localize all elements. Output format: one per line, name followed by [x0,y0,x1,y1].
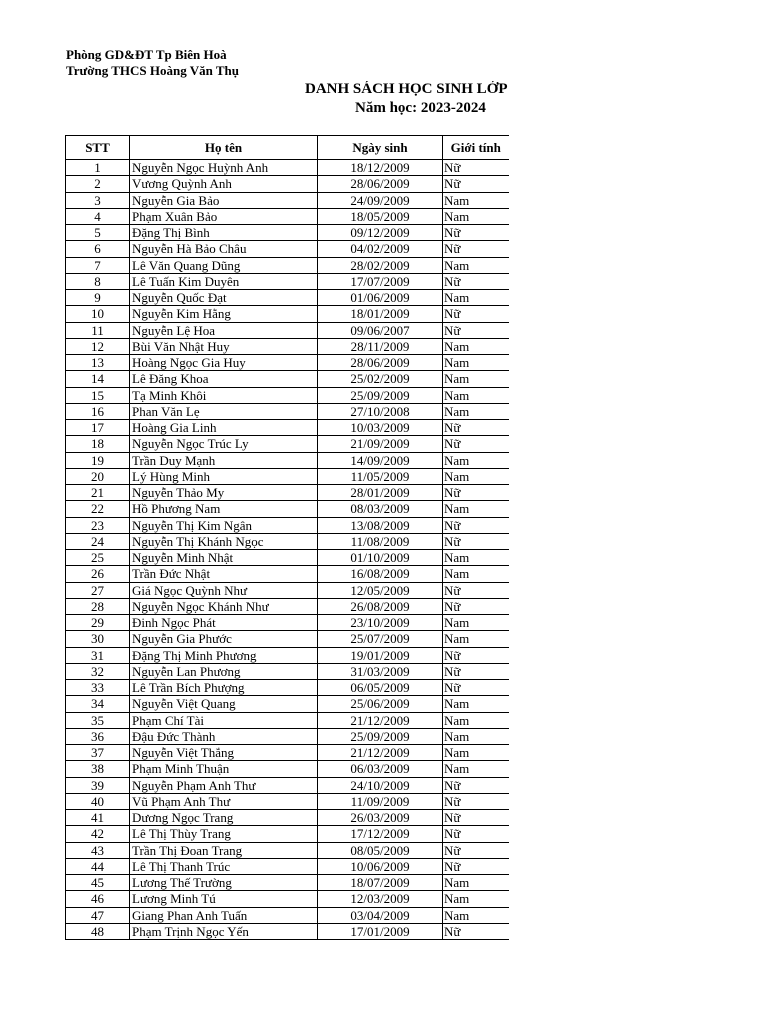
birth-date: 28/06/2009 [318,355,443,371]
row-number: 9 [66,290,130,306]
table-row [66,176,509,192]
birth-date: 21/09/2009 [318,436,443,452]
row-number: 29 [66,615,130,631]
student-name: Trần Duy Mạnh [130,452,318,468]
table-row [66,225,509,241]
birth-date: 21/12/2009 [318,745,443,761]
gender: Nam [443,371,509,387]
birth-date: 06/05/2009 [318,680,443,696]
birth-date: 08/05/2009 [318,842,443,858]
gender: Nam [443,403,509,419]
table-row [66,387,509,403]
student-name: Nguyễn Minh Nhật [130,550,318,566]
student-name: Lê Văn Quang Dũng [130,257,318,273]
row-number: 19 [66,452,130,468]
birth-date: 03/04/2009 [318,907,443,923]
row-number: 10 [66,306,130,322]
column-header-gender: Giới tính [443,136,509,160]
table-row [66,842,509,858]
row-number: 16 [66,403,130,419]
gender: Nữ [443,517,509,533]
student-name: Vương Quỳnh Anh [130,176,318,192]
birth-date: 18/07/2009 [318,875,443,891]
birth-date: 25/07/2009 [318,631,443,647]
gender: Nam [443,566,509,582]
gender: Nữ [443,663,509,679]
gender: Nữ [443,160,509,176]
gender: Nam [443,891,509,907]
student-name: Đinh Ngọc Phát [130,615,318,631]
student-name: Lương Thế Trường [130,875,318,891]
student-name: Lê Thị Thanh Trúc [130,858,318,874]
table-row [66,273,509,289]
row-number: 20 [66,468,130,484]
row-number: 38 [66,761,130,777]
student-name: Nguyễn Ngọc Trúc Ly [130,436,318,452]
student-name: Phạm Chí Tài [130,712,318,728]
birth-date: 18/05/2009 [318,208,443,224]
row-number: 18 [66,436,130,452]
row-number: 36 [66,728,130,744]
table-row [66,322,509,338]
student-name: Nguyễn Ngọc Huỳnh Anh [130,160,318,176]
student-name: Nguyễn Gia Phước [130,631,318,647]
table-row [66,761,509,777]
student-name: Tạ Minh Khôi [130,387,318,403]
student-name: Nguyễn Thị Kim Ngân [130,517,318,533]
student-name: Nguyễn Việt Quang [130,696,318,712]
gender: Nữ [443,923,509,939]
birth-date: 25/09/2009 [318,728,443,744]
table-row [66,696,509,712]
row-number: 8 [66,273,130,289]
student-name: Nguyễn Lệ Hoa [130,322,318,338]
table-row [66,858,509,874]
table-row [66,306,509,322]
birth-date: 13/08/2009 [318,517,443,533]
school-name: Trường THCS Hoàng Văn Thụ [66,63,239,78]
table-row [66,501,509,517]
row-number: 6 [66,241,130,257]
table-row [66,875,509,891]
row-number: 25 [66,550,130,566]
student-name: Phạm Minh Thuận [130,761,318,777]
table-row [66,241,509,257]
birth-date: 11/09/2009 [318,793,443,809]
student-name: Nguyễn Quốc Đạt [130,290,318,306]
column-header-name: Họ tên [130,136,318,160]
table-row [66,257,509,273]
gender: Nữ [443,826,509,842]
gender: Nam [443,355,509,371]
table-row [66,663,509,679]
row-number: 46 [66,891,130,907]
table-row [66,615,509,631]
gender: Nữ [443,793,509,809]
student-name: Nguyễn Hà Bảo Châu [130,241,318,257]
student-name: Phạm Xuân Bảo [130,208,318,224]
gender: Nam [443,696,509,712]
gender: Nữ [443,176,509,192]
gender: Nữ [443,777,509,793]
student-name: Lương Minh Tú [130,891,318,907]
student-name: Lê Thị Thùy Trang [130,826,318,842]
birth-date: 28/01/2009 [318,485,443,501]
row-number: 2 [66,176,130,192]
table-row [66,712,509,728]
row-number: 34 [66,696,130,712]
birth-date: 17/12/2009 [318,826,443,842]
student-name: Đậu Đức Thành [130,728,318,744]
birth-date: 25/09/2009 [318,387,443,403]
birth-date: 10/03/2009 [318,420,443,436]
table-row [66,907,509,923]
row-number: 22 [66,501,130,517]
student-name: Nguyễn Gia Bảo [130,192,318,208]
birth-date: 21/12/2009 [318,712,443,728]
gender: Nam [443,452,509,468]
table-row [66,436,509,452]
gender: Nữ [443,598,509,614]
student-name: Trần Đức Nhật [130,566,318,582]
table-row [66,420,509,436]
row-number: 37 [66,745,130,761]
birth-date: 28/11/2009 [318,338,443,354]
gender: Nữ [443,647,509,663]
birth-date: 17/07/2009 [318,273,443,289]
table-row [66,550,509,566]
gender: Nam [443,208,509,224]
row-number: 40 [66,793,130,809]
row-number: 1 [66,160,130,176]
table-row [66,598,509,614]
table-row [66,728,509,744]
row-number: 28 [66,598,130,614]
gender: Nam [443,745,509,761]
table-row [66,826,509,842]
table-row [66,680,509,696]
gender: Nữ [443,485,509,501]
row-number: 23 [66,517,130,533]
row-number: 5 [66,225,130,241]
student-name: Bùi Văn Nhật Huy [130,338,318,354]
birth-date: 18/01/2009 [318,306,443,322]
row-number: 42 [66,826,130,842]
birth-date: 23/10/2009 [318,615,443,631]
table-row [66,338,509,354]
birth-date: 19/01/2009 [318,647,443,663]
table-row [66,810,509,826]
gender: Nam [443,468,509,484]
table-row [66,923,509,939]
row-number: 47 [66,907,130,923]
table-row [66,468,509,484]
row-number: 31 [66,647,130,663]
birth-date: 11/05/2009 [318,468,443,484]
birth-date: 08/03/2009 [318,501,443,517]
row-number: 39 [66,777,130,793]
birth-date: 10/06/2009 [318,858,443,874]
table-row [66,371,509,387]
row-number: 12 [66,338,130,354]
student-table [65,135,509,940]
gender: Nữ [443,858,509,874]
student-name: Lê Đăng Khoa [130,371,318,387]
table-row [66,160,509,176]
row-number: 13 [66,355,130,371]
gender: Nữ [443,533,509,549]
gender: Nữ [443,322,509,338]
birth-date: 09/06/2007 [318,322,443,338]
birth-date: 04/02/2009 [318,241,443,257]
gender: Nữ [443,241,509,257]
student-name: Lê Trần Bích Phượng [130,680,318,696]
table-row [66,355,509,371]
gender: Nữ [443,225,509,241]
birth-date: 25/06/2009 [318,696,443,712]
table-row [66,891,509,907]
gender: Nam [443,907,509,923]
student-name: Đặng Thị Minh Phương [130,647,318,663]
birth-date: 14/09/2009 [318,452,443,468]
row-number: 4 [66,208,130,224]
table-row [66,647,509,663]
table-row [66,777,509,793]
student-name: Đặng Thị Bình [130,225,318,241]
student-name: Trần Thị Đoan Trang [130,842,318,858]
gender: Nam [443,387,509,403]
row-number: 45 [66,875,130,891]
birth-date: 26/08/2009 [318,598,443,614]
gender: Nữ [443,680,509,696]
birth-date: 11/08/2009 [318,533,443,549]
row-number: 33 [66,680,130,696]
table-row [66,290,509,306]
gender: Nam [443,875,509,891]
row-number: 3 [66,192,130,208]
row-number: 14 [66,371,130,387]
birth-date: 27/10/2008 [318,403,443,419]
birth-date: 31/03/2009 [318,663,443,679]
student-name: Dương Ngọc Trang [130,810,318,826]
row-number: 15 [66,387,130,403]
department-name: Phòng GD&ĐT Tp Biên Hoà [66,47,227,62]
birth-date: 24/10/2009 [318,777,443,793]
column-header-stt: STT [66,136,130,160]
table-row [66,566,509,582]
row-number: 27 [66,582,130,598]
birth-date: 12/05/2009 [318,582,443,598]
table-row [66,403,509,419]
gender: Nam [443,728,509,744]
column-header-dob: Ngày sinh [318,136,443,160]
gender: Nam [443,257,509,273]
student-name: Nguyễn Thị Khánh Ngọc [130,533,318,549]
student-name: Phan Văn Lẹ [130,403,318,419]
document-title: DANH SÁCH HỌC SINH LỚP [305,81,508,97]
student-name: Hoàng Ngọc Gia Huy [130,355,318,371]
gender: Nam [443,338,509,354]
row-number: 48 [66,923,130,939]
gender: Nam [443,712,509,728]
row-number: 17 [66,420,130,436]
row-number: 30 [66,631,130,647]
row-number: 32 [66,663,130,679]
student-name: Vũ Phạm Anh Thư [130,793,318,809]
gender: Nữ [443,582,509,598]
gender: Nam [443,550,509,566]
birth-date: 17/01/2009 [318,923,443,939]
gender: Nam [443,761,509,777]
student-name: Nguyễn Kim Hằng [130,306,318,322]
birth-date: 24/09/2009 [318,192,443,208]
gender: Nữ [443,842,509,858]
student-name: Nguyễn Ngọc Khánh Như [130,598,318,614]
student-name: Nguyễn Thảo My [130,485,318,501]
student-name: Lý Hùng Minh [130,468,318,484]
gender: Nữ [443,810,509,826]
birth-date: 01/06/2009 [318,290,443,306]
birth-date: 09/12/2009 [318,225,443,241]
birth-date: 18/12/2009 [318,160,443,176]
birth-date: 16/08/2009 [318,566,443,582]
table-row [66,745,509,761]
student-name: Giang Phan Anh Tuấn [130,907,318,923]
gender: Nam [443,192,509,208]
table-row [66,452,509,468]
table-row [66,533,509,549]
table-row [66,192,509,208]
birth-date: 26/03/2009 [318,810,443,826]
row-number: 35 [66,712,130,728]
birth-date: 12/03/2009 [318,891,443,907]
row-number: 43 [66,842,130,858]
birth-date: 25/02/2009 [318,371,443,387]
table-row [66,485,509,501]
student-name: Lê Tuấn Kim Duyên [130,273,318,289]
table-row [66,793,509,809]
school-year: Năm học: 2023-2024 [355,100,486,116]
student-name: Giá Ngọc Quỳnh Như [130,582,318,598]
birth-date: 01/10/2009 [318,550,443,566]
student-name: Nguyễn Phạm Anh Thư [130,777,318,793]
student-name: Hồ Phương Nam [130,501,318,517]
birth-date: 28/06/2009 [318,176,443,192]
student-name: Phạm Trịnh Ngọc Yến [130,923,318,939]
row-number: 11 [66,322,130,338]
student-name: Nguyễn Lan Phương [130,663,318,679]
birth-date: 06/03/2009 [318,761,443,777]
table-row [66,208,509,224]
row-number: 41 [66,810,130,826]
row-number: 21 [66,485,130,501]
gender: Nữ [443,273,509,289]
gender: Nữ [443,420,509,436]
table-header-row [66,136,509,160]
gender: Nam [443,290,509,306]
row-number: 44 [66,858,130,874]
row-number: 26 [66,566,130,582]
gender: Nữ [443,306,509,322]
row-number: 24 [66,533,130,549]
gender: Nam [443,631,509,647]
table-row [66,517,509,533]
table-row [66,582,509,598]
birth-date: 28/02/2009 [318,257,443,273]
gender: Nam [443,615,509,631]
gender: Nam [443,501,509,517]
row-number: 7 [66,257,130,273]
gender: Nữ [443,436,509,452]
student-name: Hoàng Gia Linh [130,420,318,436]
table-row [66,631,509,647]
student-name: Nguyễn Việt Thắng [130,745,318,761]
